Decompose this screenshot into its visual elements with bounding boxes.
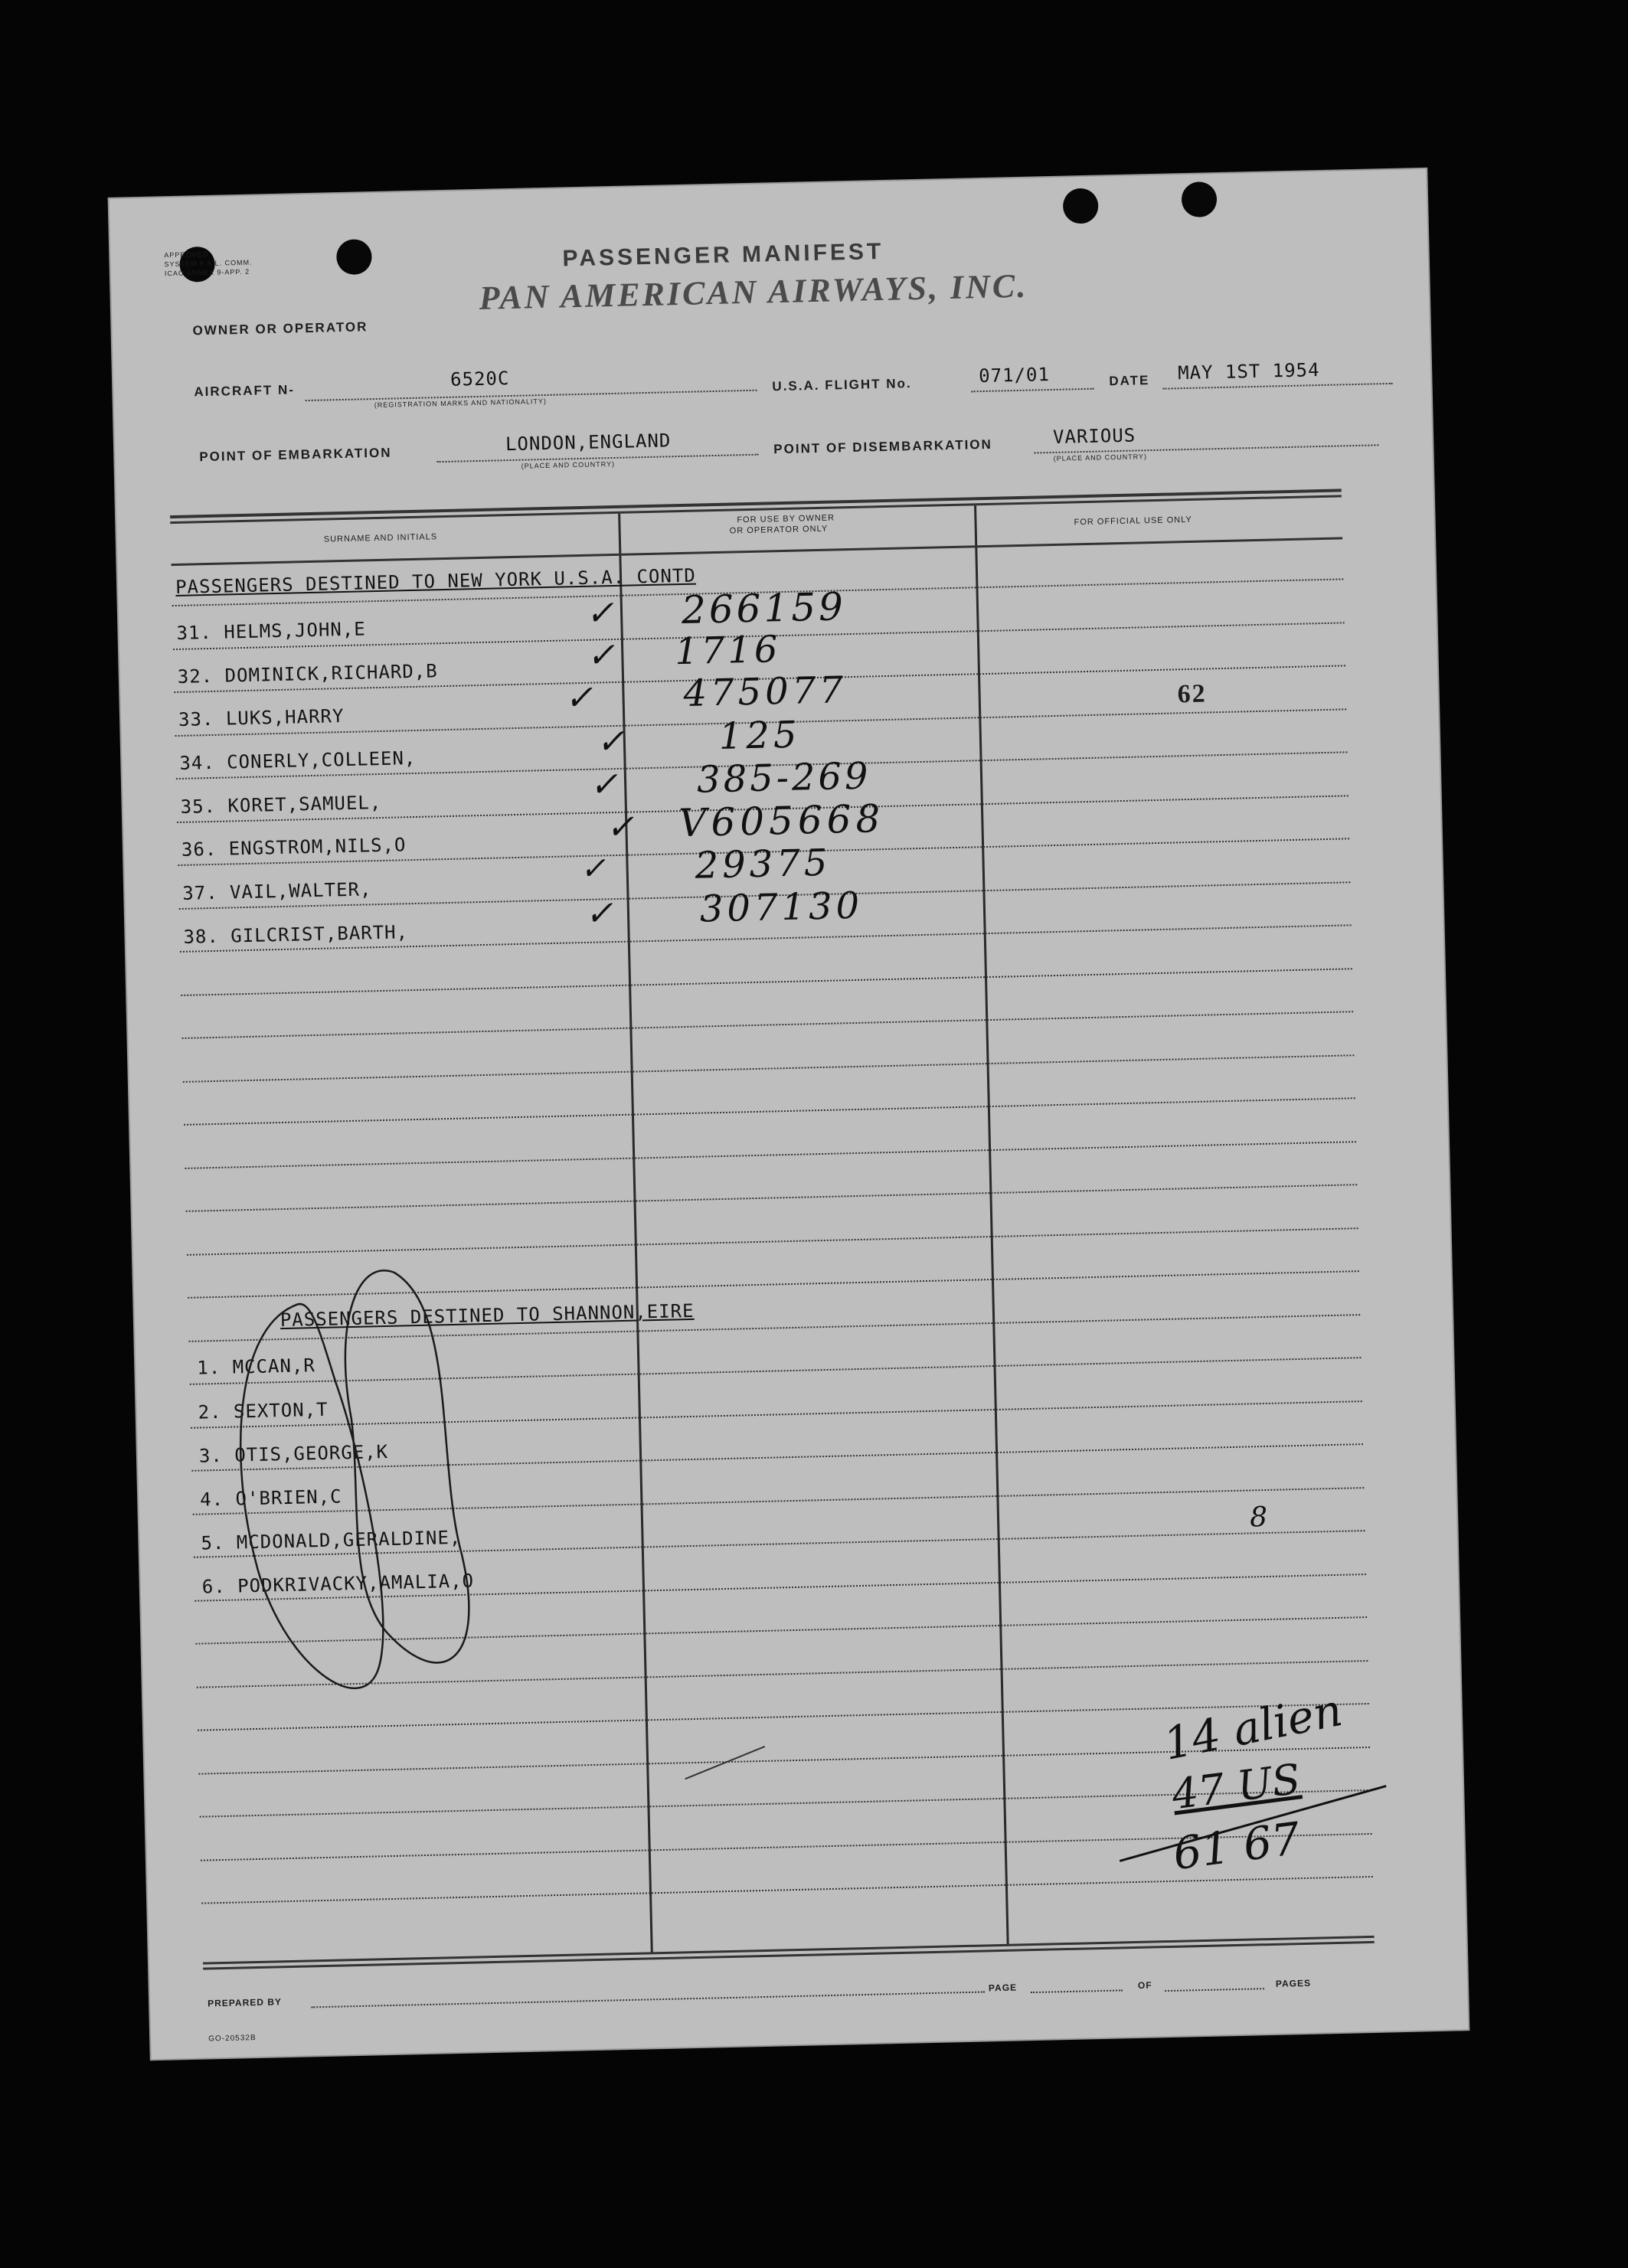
underline — [1165, 1988, 1264, 1992]
passenger-name: 2. SEXTON,T — [198, 1398, 329, 1423]
ticket-number: 29375 — [694, 841, 832, 887]
registration-note: (REGISTRATION MARKS AND NATIONALITY) — [374, 397, 548, 410]
ruled-line — [183, 1054, 1355, 1083]
underline — [1163, 383, 1393, 390]
ruled-line — [181, 968, 1352, 996]
check-mark: ✓ — [585, 593, 615, 633]
column-header-surname: SURNAME AND INITIALS — [323, 532, 438, 544]
check-mark: ✓ — [586, 635, 616, 675]
official-count: 62 — [1177, 679, 1208, 709]
of-label: OF — [1137, 1979, 1152, 1991]
ruled-line — [186, 1184, 1358, 1212]
passenger-name: 1. MCCAN,R — [197, 1355, 316, 1379]
check-mark: ✓ — [589, 764, 619, 805]
tally-total: 61 67 — [1170, 1812, 1303, 1881]
prepared-by-label: PREPARED BY — [207, 1996, 283, 2009]
passenger-name: 31. HELMS,JOHN,E — [176, 618, 366, 644]
ruled-line — [185, 1141, 1356, 1169]
passenger-name: 36. ENGSTROM,NILS,O — [181, 834, 407, 861]
date-value: MAY 1ST 1954 — [1177, 359, 1320, 384]
footer-rule — [203, 1936, 1375, 1965]
ruled-lines — [110, 169, 1427, 199]
pages-label: PAGES — [1275, 1977, 1312, 1989]
manifest-sheet — [110, 169, 1469, 2059]
section-heading-shannon: PASSENGERS DESTINED TO SHANNON,EIRE — [280, 1299, 695, 1332]
official-count: 8 — [1249, 1501, 1268, 1534]
ticket-number: 385-269 — [696, 754, 872, 802]
embark-value: LONDON,ENGLAND — [505, 430, 672, 456]
page-label: PAGE — [988, 1982, 1018, 1994]
passenger-name: 34. CONERLY,COLLEEN, — [179, 747, 417, 774]
handwritten-loops — [199, 1262, 534, 1728]
punch-hole — [336, 239, 372, 275]
punch-hole — [1182, 181, 1218, 217]
passenger-name: 33. LUKS,HARRY — [178, 705, 345, 730]
place-note: (PLACE AND COUNTRY) — [521, 459, 616, 470]
owner-label: OWNER OR OPERATOR — [192, 319, 368, 338]
check-mark: ✓ — [584, 894, 614, 933]
form-number: GO-20532B — [208, 2034, 257, 2044]
form-title: PASSENGER MANIFEST — [562, 238, 884, 272]
underline — [972, 388, 1094, 393]
passenger-name: 3. OTIS,GEORGE,K — [198, 1440, 389, 1467]
underline — [311, 1991, 985, 2008]
table-top-rule — [170, 489, 1342, 518]
punch-hole — [1063, 188, 1099, 224]
ticket-number: 1716 — [674, 628, 782, 674]
embark-label: POINT OF EMBARKATION — [199, 445, 392, 465]
disembark-value: VARIOUS — [1052, 424, 1136, 448]
ticket-number: 266159 — [681, 584, 847, 632]
ticket-number: V605668 — [678, 796, 885, 846]
ruled-line — [184, 1097, 1355, 1126]
authority-line: ICAO ANNEX 9-APP. 2 — [164, 267, 250, 278]
authority-line: SYSTEM F.A.L. COMM. — [164, 258, 253, 269]
passenger-name: 4. O'BRIEN,C — [199, 1485, 342, 1511]
ticket-number: 475077 — [682, 668, 848, 715]
ruled-line — [182, 1011, 1354, 1039]
passenger-name: 35. KORET,SAMUEL, — [180, 791, 382, 818]
check-mark: ✓ — [605, 807, 635, 848]
ruled-line — [201, 1876, 1373, 1904]
ticket-number: 307130 — [699, 884, 864, 931]
column-divider — [974, 505, 1009, 1945]
disembark-label: POINT OF DISEMBARKATION — [773, 436, 993, 457]
check-mark: ✓ — [564, 678, 594, 718]
ticket-number: 125 — [718, 713, 802, 758]
footer-rule — [203, 1941, 1375, 1970]
date-label: DATE — [1109, 373, 1150, 389]
aircraft-value: 6520C — [449, 368, 510, 391]
aircraft-label: AIRCRAFT N- — [194, 382, 296, 400]
passenger-name: 6. PODKRIVACKY,AMALIA,O — [201, 1570, 475, 1598]
column-header-official: FOR OFFICIAL USE ONLY — [1074, 515, 1192, 528]
check-mark: ✓ — [596, 721, 626, 762]
stray-mark — [681, 1739, 773, 1787]
authority-line: APPROVED — [164, 250, 209, 260]
passenger-name: 37. VAIL,WALTER, — [181, 878, 372, 904]
passenger-name: 38. GILCRIST,BARTH, — [183, 921, 409, 948]
passenger-name: 32. DOMINICK,RICHARD,B — [177, 660, 438, 688]
section-heading-ny: PASSENGERS DESTINED TO NEW YORK U.S.A. CONTD — [175, 564, 697, 598]
column-header-owner: FOR USE BY OWNER — [737, 513, 835, 525]
passenger-name: 5. MCDONALD,GERALDINE, — [201, 1526, 462, 1554]
tally-aliens: 14 alien — [1159, 1684, 1347, 1770]
column-header-owner: OR OPERATOR ONLY — [729, 524, 829, 536]
company-name: PAN AMERICAN AIRWAYS, INC. — [479, 266, 1028, 317]
tally-us: 47 US — [1169, 1754, 1303, 1819]
flight-label: U.S.A. FLIGHT No. — [772, 376, 912, 394]
underline — [1031, 1989, 1123, 1993]
flight-value: 071/01 — [978, 364, 1051, 387]
place-note: (PLACE AND COUNTRY) — [1053, 453, 1148, 462]
ruled-line — [187, 1227, 1358, 1256]
check-mark: ✓ — [580, 851, 606, 887]
